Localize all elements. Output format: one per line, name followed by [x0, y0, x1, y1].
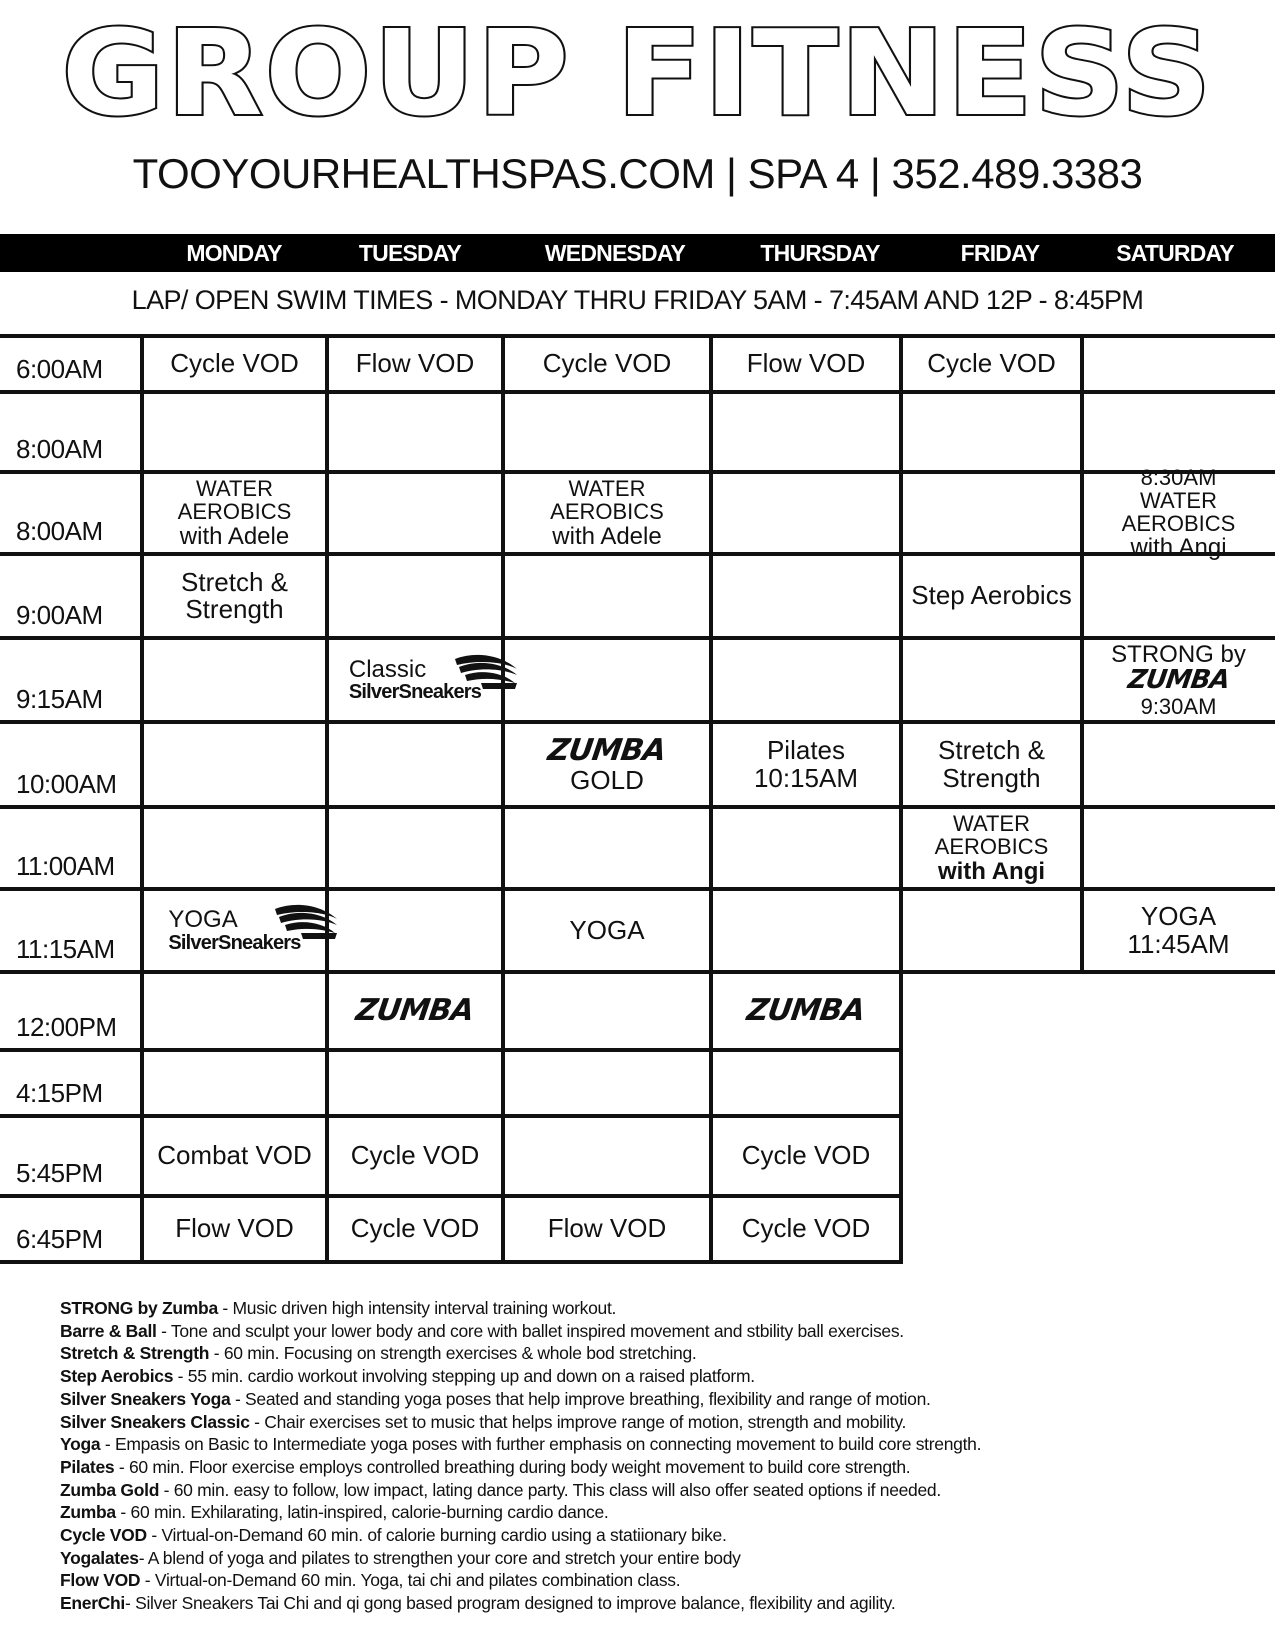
legend-entry	[60, 1524, 1240, 1547]
legend-description: - 55 min. cardio workout involving stepping up and down on a raised platform.	[173, 1366, 755, 1387]
zumba-class-cell	[329, 974, 501, 1048]
grid-row-line	[0, 1048, 903, 1052]
day-wednesday: WEDNESDAY	[544, 240, 686, 266]
class-text: Flow VOD	[547, 1213, 667, 1244]
zumba-gold-class-cell	[505, 724, 709, 805]
legend-class-name: STRONG by Zumba	[60, 1298, 218, 1318]
class-cell	[144, 1198, 325, 1260]
class-text: Cycle VOD	[741, 1140, 871, 1171]
class-cell	[144, 338, 325, 390]
time-label: 10:00AM	[16, 769, 117, 799]
class-text: Combat VOD	[157, 1140, 312, 1171]
legend-class-name: Zumba	[60, 1502, 116, 1523]
class-text: with Angi	[937, 857, 1046, 885]
day-friday: FRIDAY	[960, 240, 1040, 266]
class-text: WATER AEROBICS	[1121, 487, 1236, 536]
legend-class-name: Barre & Ball	[60, 1320, 157, 1341]
class-text: YOGA	[569, 914, 645, 945]
legend-entry	[60, 1569, 1240, 1592]
class-cell	[903, 724, 1080, 805]
class-text: AEROBICS	[177, 499, 292, 525]
class-text: Cycle VOD	[542, 348, 672, 379]
class-text: 8:30AM	[1140, 464, 1217, 490]
class-cell	[144, 556, 325, 636]
legend-entry	[60, 1479, 1240, 1502]
legend-class-name: Yoga	[60, 1434, 101, 1455]
class-cell	[903, 556, 1080, 636]
time-label: 6:00AM	[16, 354, 103, 384]
class-cell	[505, 1198, 709, 1260]
class-cell	[329, 338, 501, 390]
zumba-logo: ZUMBA	[354, 993, 477, 1029]
legend-description: - Seated and standing yoga poses that help improve breathing, flexibility and range of motion.	[230, 1388, 931, 1409]
time-label: 8:00AM	[16, 516, 103, 546]
legend-entry	[60, 1342, 1240, 1365]
class-text: Strength	[942, 762, 1041, 793]
silversneakers-logo	[349, 657, 481, 703]
class-text: Step Aerobics	[911, 580, 1072, 611]
class-text: 10:15AM	[753, 762, 859, 793]
zumba-class-cell	[713, 974, 899, 1048]
class-text: Stretch &	[181, 566, 288, 597]
class-text: with Adele	[552, 522, 662, 550]
class-text: WATER	[196, 476, 273, 502]
class-text: 11:45AM	[1127, 928, 1230, 959]
day-thursday: THURSDAY	[760, 240, 880, 266]
legend-class-name: Step Aerobics	[60, 1366, 174, 1387]
class-cell	[713, 724, 899, 805]
class-text: WATER	[568, 476, 646, 502]
class-text: with Angi	[1130, 534, 1227, 562]
legend-class-name: Yogalates	[60, 1547, 139, 1568]
time-label: 9:00AM	[16, 600, 103, 630]
class-text: Flow VOD	[355, 348, 475, 379]
legend-description: - 60 min. easy to follow, low impact, lating dance party. This class will also offer seated options if needed.	[159, 1479, 941, 1500]
legend-description: - Virtual-on-Demand 60 min. Yoga, tai chi and pilates combination class.	[140, 1570, 681, 1591]
legend-entry	[60, 1592, 1240, 1615]
zumba-logo: ZUMBA	[1126, 665, 1232, 696]
legend-class-name: Silver Sneakers Yoga	[60, 1388, 231, 1409]
legend-class-name: Pilates	[60, 1456, 115, 1477]
silversneakers-class-cell	[329, 640, 501, 720]
class-text: Flow VOD	[175, 1213, 294, 1244]
class-cell	[713, 1198, 899, 1260]
time-label: 6:45PM	[16, 1224, 103, 1254]
legend-entry	[60, 1365, 1240, 1388]
time-label: 11:00AM	[16, 851, 115, 881]
time-label: 8:00AM	[16, 434, 103, 464]
class-text: Cycle VOD	[170, 348, 299, 379]
legend-class-name: Cycle VOD	[60, 1525, 147, 1546]
legend-description: - Virtual-on-Demand 60 min. of calorie burning cardio using a statiionary bike.	[146, 1525, 727, 1546]
class-cell	[1084, 891, 1273, 970]
water-aerobics-class-cell	[144, 474, 325, 552]
legend-description: - 60 min. Floor exercise employs controlled breathing during body weight movement to build core strength.	[114, 1456, 911, 1477]
day-monday: MONDAY	[186, 240, 282, 266]
legend-entry	[60, 1433, 1240, 1456]
time-label: 4:15PM	[16, 1078, 103, 1108]
legend-class-name: Silver Sneakers Classic	[60, 1411, 250, 1432]
class-text: YOGA	[168, 906, 238, 934]
legend-entry	[60, 1388, 1240, 1411]
class-cell	[329, 1198, 501, 1260]
legend-entry	[60, 1501, 1240, 1524]
class-text: Stretch &	[938, 735, 1045, 766]
class-cell	[903, 338, 1080, 390]
page-title: GROUP FITNESS	[61, 4, 1214, 142]
class-text: YOGA	[1140, 901, 1217, 932]
contact-line: TOOYOURHEALTHSPAS.COM | SPA 4 | 352.489.3383	[132, 150, 1143, 197]
legend-entry	[60, 1456, 1240, 1479]
class-text: Cycle VOD	[741, 1213, 871, 1244]
time-label: 12:00PM	[16, 1012, 117, 1042]
class-text: Cycle VOD	[350, 1213, 480, 1244]
class-text: Pilates	[766, 735, 846, 766]
class-text: 9:30AM	[1140, 693, 1217, 719]
sneaker-wings-icon	[451, 649, 521, 693]
legend-description: - Chair exercises set to music that helps improve range of motion, strength and mobility.	[249, 1411, 907, 1432]
legend-entry	[60, 1547, 1240, 1570]
silversneakers-class-cell	[144, 891, 325, 970]
day-saturday: SATURDAY	[1116, 240, 1234, 266]
class-text: AEROBICS	[934, 834, 1049, 860]
sneaker-wings-icon	[271, 899, 341, 943]
legend-description: - Silver Sneakers Tai Chi and qi gong based program designed to improve balance, flexibility and agility.	[125, 1593, 896, 1614]
legend-class-name: Stretch & Strength	[60, 1343, 210, 1364]
legend-entry	[60, 1297, 1240, 1320]
class-text: GOLD	[570, 764, 644, 795]
legend-entry	[60, 1411, 1240, 1434]
legend-class-name: EnerChi	[60, 1593, 125, 1614]
class-text: SilverSneakers	[348, 681, 482, 704]
time-label: 5:45PM	[16, 1158, 103, 1188]
class-text: Flow VOD	[746, 348, 866, 379]
class-text: Strength	[185, 594, 284, 624]
class-cell	[329, 1118, 501, 1194]
class-text: STRONG by	[1111, 641, 1246, 669]
zumba-logo: ZUMBA	[745, 993, 868, 1029]
legend-description: - Empasis on Basic to Intermediate yoga poses with further emphasis on connecting movement to build core strength.	[100, 1434, 982, 1455]
zumba-logo: ZUMBA	[546, 733, 669, 769]
class-text: AEROBICS	[550, 499, 664, 525]
legend-description: - 60 min. Exhilarating, latin-inspired, calorie-burning cardio dance.	[115, 1502, 609, 1523]
class-legend	[60, 1297, 1240, 1615]
day-tuesday: TUESDAY	[358, 240, 462, 266]
time-label: 11:15AM	[16, 934, 115, 964]
legend-class-name: Flow VOD	[60, 1570, 141, 1591]
time-label: 9:15AM	[16, 684, 103, 714]
water-aerobics-class-cell	[1084, 464, 1273, 562]
class-cell	[144, 1118, 325, 1194]
class-text: Classic	[348, 655, 427, 683]
class-text: Cycle VOD	[927, 348, 1056, 379]
class-cell	[505, 891, 709, 970]
legend-description: - A blend of yoga and pilates to strengthen your core and stretch your entire body	[138, 1547, 741, 1568]
class-cell	[505, 338, 709, 390]
class-text: Cycle VOD	[350, 1140, 480, 1171]
legend-description: - Music driven high intensity interval training workout.	[217, 1298, 617, 1318]
legend-class-name: Zumba Gold	[60, 1479, 160, 1500]
water-aerobics-class-cell	[903, 809, 1080, 887]
grid-row-line	[0, 1260, 903, 1264]
class-cell	[713, 1118, 899, 1194]
strong-zumba-class-cell	[1084, 640, 1273, 720]
water-aerobics-class-cell	[505, 474, 709, 552]
legend-description: - Tone and sculpt your lower body and core with ballet inspired movement and stbility ball exercises.	[156, 1320, 904, 1341]
class-text: with Adele	[179, 522, 290, 550]
legend-entry	[60, 1320, 1240, 1343]
legend-description: - 60 min. Focusing on strength exercises & whole bod stretching.	[209, 1343, 697, 1364]
swim-notice: LAP/ OPEN SWIM TIMES - MONDAY THRU FRIDAY 5AM - 7:45AM AND 12P - 8:45PM	[131, 285, 1144, 315]
class-text: WATER	[953, 811, 1030, 837]
silversneakers-logo	[168, 907, 300, 953]
class-cell	[713, 338, 899, 390]
class-text: SilverSneakers	[168, 931, 301, 954]
